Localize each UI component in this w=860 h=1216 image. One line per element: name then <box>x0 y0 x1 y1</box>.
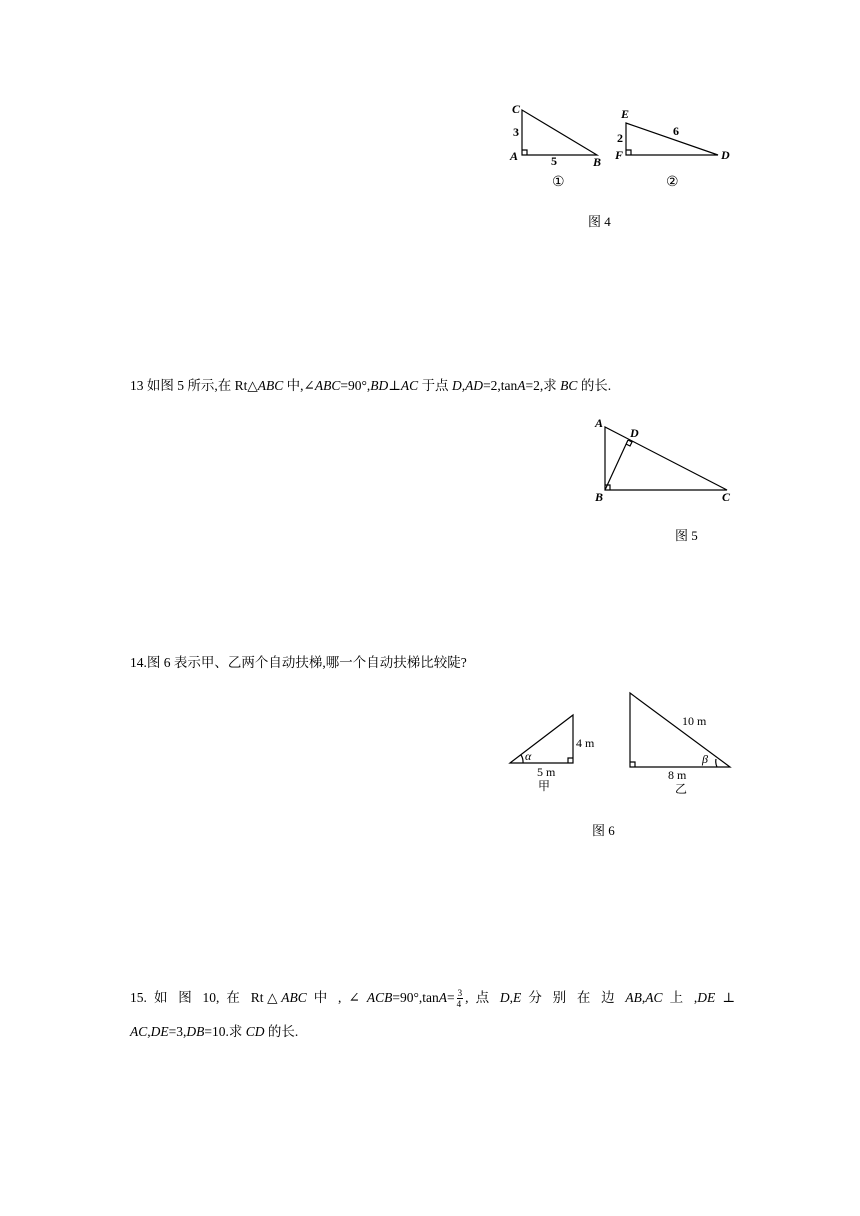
triangle-2 <box>614 107 730 190</box>
label-b: B <box>595 490 604 504</box>
label-a: A <box>510 149 519 163</box>
label-c: C <box>512 102 521 116</box>
question-15-line-2: AC,DE=3,DB=10.求 CD 的长. <box>130 1024 299 1039</box>
angle-beta: β <box>702 752 708 766</box>
label-d: D <box>630 426 639 440</box>
label-c: C <box>722 490 731 504</box>
figure-5 <box>590 415 740 505</box>
question-13: 13 如图 5 所示,在 Rt△ABC 中,∠ABC=90°,BD⊥AC 于点 D,AD=2,tanA=2,求 BC 的长. <box>130 378 612 393</box>
label-a: A <box>595 416 604 430</box>
escalator-name-jia: 甲 <box>538 779 551 793</box>
fraction-3-4: $\frac{3}{4}$ <box>456 988 463 1010</box>
height-4m: 4 m <box>576 736 595 750</box>
escalator-name-yi: 乙 <box>675 782 688 796</box>
figure-5-caption: 图 5 <box>675 528 698 543</box>
figure-tag-1: ① <box>552 175 565 190</box>
label-b: B <box>593 155 602 169</box>
escalator-yi <box>630 693 730 796</box>
label-f: F <box>615 148 624 162</box>
figure-4 <box>505 100 745 195</box>
figure-6-caption: 图 6 <box>592 823 615 838</box>
side-ef-length: 2 <box>617 131 623 145</box>
angle-alpha: α <box>525 749 532 763</box>
escalator-jia <box>510 715 595 793</box>
figure-tag-2: ② <box>666 175 679 190</box>
base-5m: 5 m <box>537 765 556 779</box>
figure-6 <box>505 685 740 800</box>
label-e: E <box>621 107 630 121</box>
hypotenuse-10m: 10 m <box>682 714 707 728</box>
question-14: 14.图 6 表示甲、乙两个自动扶梯,哪一个自动扶梯比较陡? <box>130 655 467 670</box>
question-15-line-1: 15. 如 图 10, 在 Rt△ABC 中 , ∠ ACB=90°,tanA= $\frac{3}{4}$ , 点 D,E 分 别 在 边 AB,AC 上 ,DE ⊥ <box>130 988 736 1010</box>
side-ed-length: 6 <box>673 124 679 138</box>
label-d: D <box>721 148 730 162</box>
side-ab-length: 5 <box>551 154 557 168</box>
figure-4-caption: 图 4 <box>588 214 611 229</box>
base-8m: 8 m <box>668 768 687 782</box>
side-ac-length: 3 <box>513 125 519 139</box>
question-15 <box>130 983 735 1047</box>
triangle-1 <box>509 102 601 190</box>
